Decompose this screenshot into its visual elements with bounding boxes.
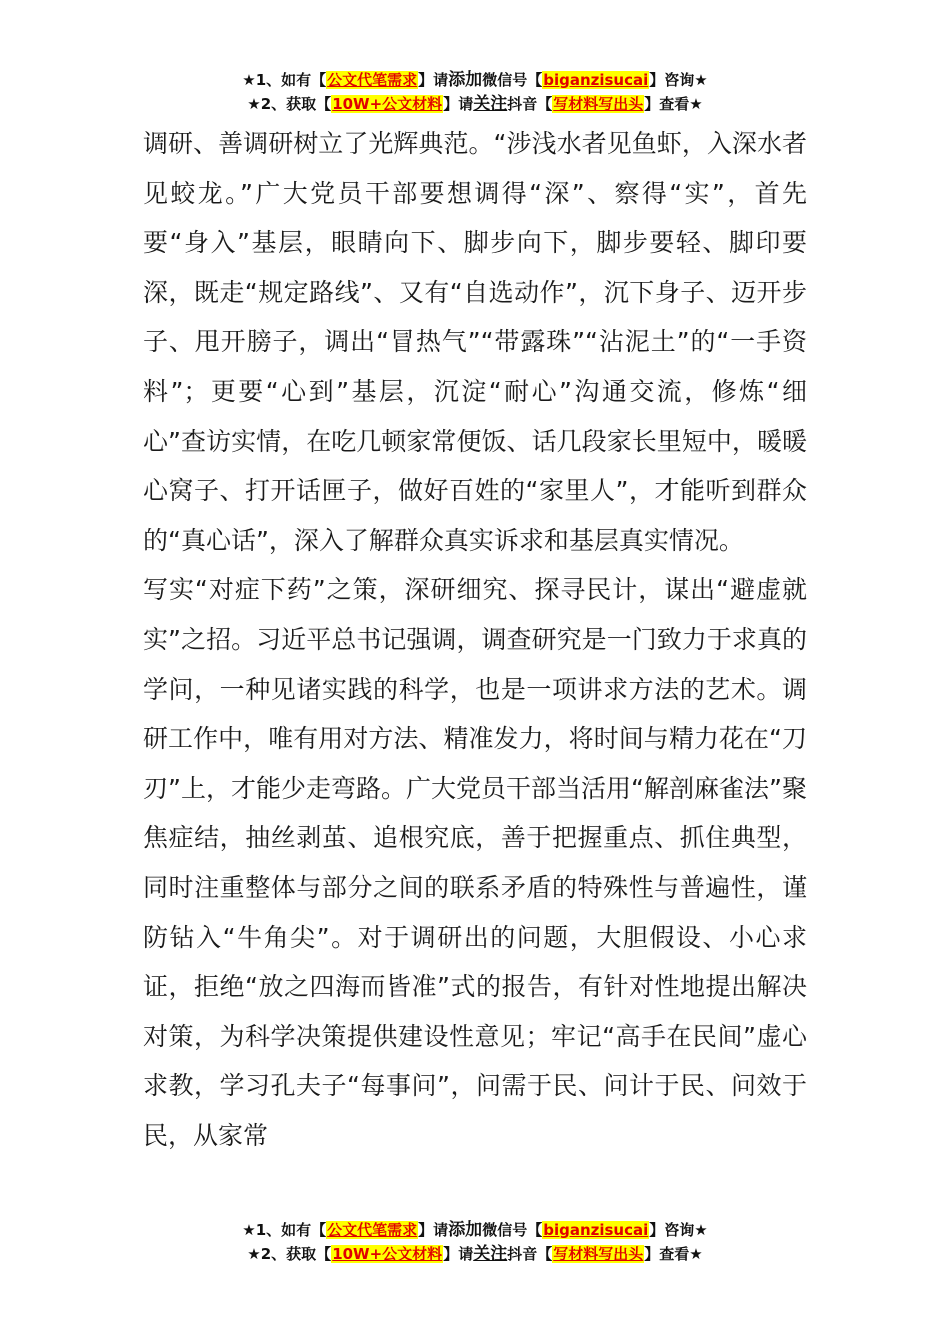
header-banner [0,68,950,116]
banner-text: 】咨询★ [649,71,708,89]
banner-text: ★1、如有【 [242,1221,327,1239]
banner-line-1 [0,68,950,92]
banner-text: 抖音【 [507,1245,553,1263]
douyin-account-highlight: 写材料写出头 [553,1245,644,1263]
banner-highlight: 10W+公文材料 [332,1245,443,1263]
banner-text: 】查看★ [644,95,703,113]
banner-text: 】请 [443,95,474,113]
banner-highlight: 10W+公文材料 [332,95,443,113]
banner-highlight: 公文代笔需求 [327,1221,418,1239]
banner-text: 】请 [443,1245,474,1263]
wechat-id-highlight: biganzisucai [543,1221,649,1239]
document-body [143,119,807,1160]
paragraph: 调研、善调研树立了光辉典范。“涉浅水者见鱼虾，入深水者见蛟龙。”广大党员干部要想调得“深”、察得“实”，首先要“身入”基层，眼睛向下、脚步向下，脚步要轻、脚印要深，既走“规定路线”、又有“自选动作”，沉下身子、迈开步子、甩开膀子，调出“冒热气”“带露珠”“沾泥土”的“一手资料”；更要“心到”基层，沉淀“耐心”沟通交流，修炼“细心”查访实情，在吃几顿家常便饭、话几段家长里短中，暖暖心窝子、打开话匣子，做好百姓的“家里人”，才能听到群众的“真心话”，深入了解群众真实诉求和基层真实情况。 [143,129,807,555]
banner-text: 】查看★ [644,1245,703,1263]
banner-emphasis: 添加 [448,70,483,90]
banner-emphasis: 添加 [448,1220,483,1240]
douyin-account-highlight: 写材料写出头 [553,95,644,113]
banner-text: ★2、获取【 [247,1245,332,1263]
banner-text: 】请 [418,71,449,89]
banner-text: ★1、如有【 [242,71,327,89]
wechat-id-highlight: biganzisucai [543,71,649,89]
banner-text: 】请 [418,1221,449,1239]
banner-text: ★2、获取【 [247,95,332,113]
banner-text: 微信号【 [482,1221,543,1239]
banner-text: 微信号【 [482,71,543,89]
banner-emphasis: 关注 [473,94,508,114]
banner-text: 】咨询★ [649,1221,708,1239]
banner-text: 抖音【 [507,95,553,113]
banner-emphasis: 关注 [473,1244,508,1264]
footer-banner [0,1218,950,1266]
banner-line-2 [0,1242,950,1266]
banner-line-1 [0,1218,950,1242]
banner-highlight: 公文代笔需求 [327,71,418,89]
paragraph: 写实“对症下药”之策，深研细究、探寻民计，谋出“避虚就实”之招。习近平总书记强调，调查研究是一门致力于求真的学问，一种见诸实践的科学，也是一项讲求方法的艺术。调研工作中，唯有用对方法、精准发力，将时间与精力花在“刀刃”上，才能少走弯路。广大党员干部当活用“解剖麻雀法”聚焦症结，抽丝剥茧、追根究底，善于把握重点、抓住典型，同时注重整体与部分之间的联系矛盾的特殊性与普遍性，谨防钻入“牛角尖”。对于调研出的问题，大胆假设、小心求证，拒绝“放之四海而皆准”式的报告，有针对性地提出解决对策，为科学决策提供建设性意见；牢记“高手在民间”虚心求教，学习孔夫子“每事问”，问需于民、问计于民、问效于民，从家常 [143,575,807,1150]
banner-line-2 [0,92,950,116]
